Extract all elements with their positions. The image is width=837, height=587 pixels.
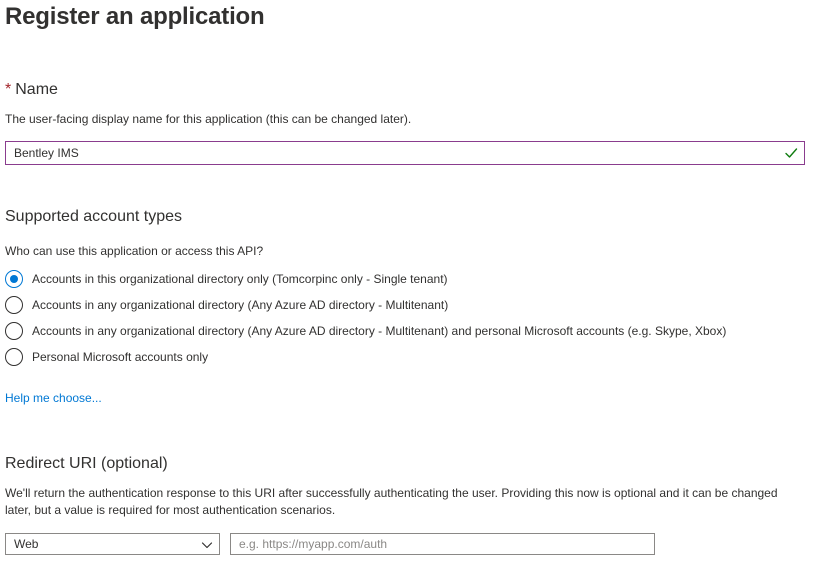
account-type-option-multitenant-personal[interactable]	[5, 321, 726, 341]
account-type-label: Accounts in any organizational directory (Any Azure AD directory - Multitenant) and personal Microsoft accounts (e.g. Skype, Xbox)	[32, 324, 727, 338]
account-types-question: Who can use this application or access this API?	[5, 244, 264, 258]
radio-button-selected[interactable]	[5, 270, 23, 288]
page-title: Register an application	[5, 3, 265, 30]
account-type-option-single-tenant[interactable]	[5, 269, 448, 289]
redirect-uri-input[interactable]	[231, 534, 654, 554]
redirect-uri-heading: Redirect URI (optional)	[5, 455, 168, 472]
name-description: The user-facing display name for this application (this can be changed later).	[5, 112, 412, 126]
platform-dropdown[interactable]	[5, 533, 220, 555]
checkmark-icon	[784, 146, 798, 160]
radio-button[interactable]	[5, 348, 23, 366]
account-types-heading: Supported account types	[5, 208, 183, 225]
account-type-option-personal-only[interactable]	[5, 347, 208, 367]
name-field-container	[5, 141, 805, 165]
account-type-option-multitenant[interactable]	[5, 295, 448, 315]
account-type-label: Accounts in any organizational directory (Any Azure AD directory - Multitenant)	[32, 298, 449, 312]
redirect-uri-field-container	[230, 533, 655, 555]
redirect-uri-description: We'll return the authentication response to this URI after successfully authenticating the user. Providing this now is optional and it can be changed later, but a value is required for most authentication scenarios.	[5, 486, 778, 517]
chevron-down-icon	[201, 539, 213, 551]
platform-selected-value: Web	[14, 537, 39, 551]
help-me-choose-link[interactable]: Help me choose...	[5, 391, 102, 405]
radio-button[interactable]	[5, 322, 23, 340]
name-heading-label: Name	[15, 81, 58, 98]
required-marker: *	[5, 81, 12, 98]
radio-button[interactable]	[5, 296, 23, 314]
name-heading	[5, 81, 58, 99]
account-type-label: Personal Microsoft accounts only	[32, 350, 209, 364]
account-type-label: Accounts in this organizational directory only (Tomcorpinc only - Single tenant)	[32, 272, 448, 286]
name-input[interactable]	[6, 142, 804, 164]
